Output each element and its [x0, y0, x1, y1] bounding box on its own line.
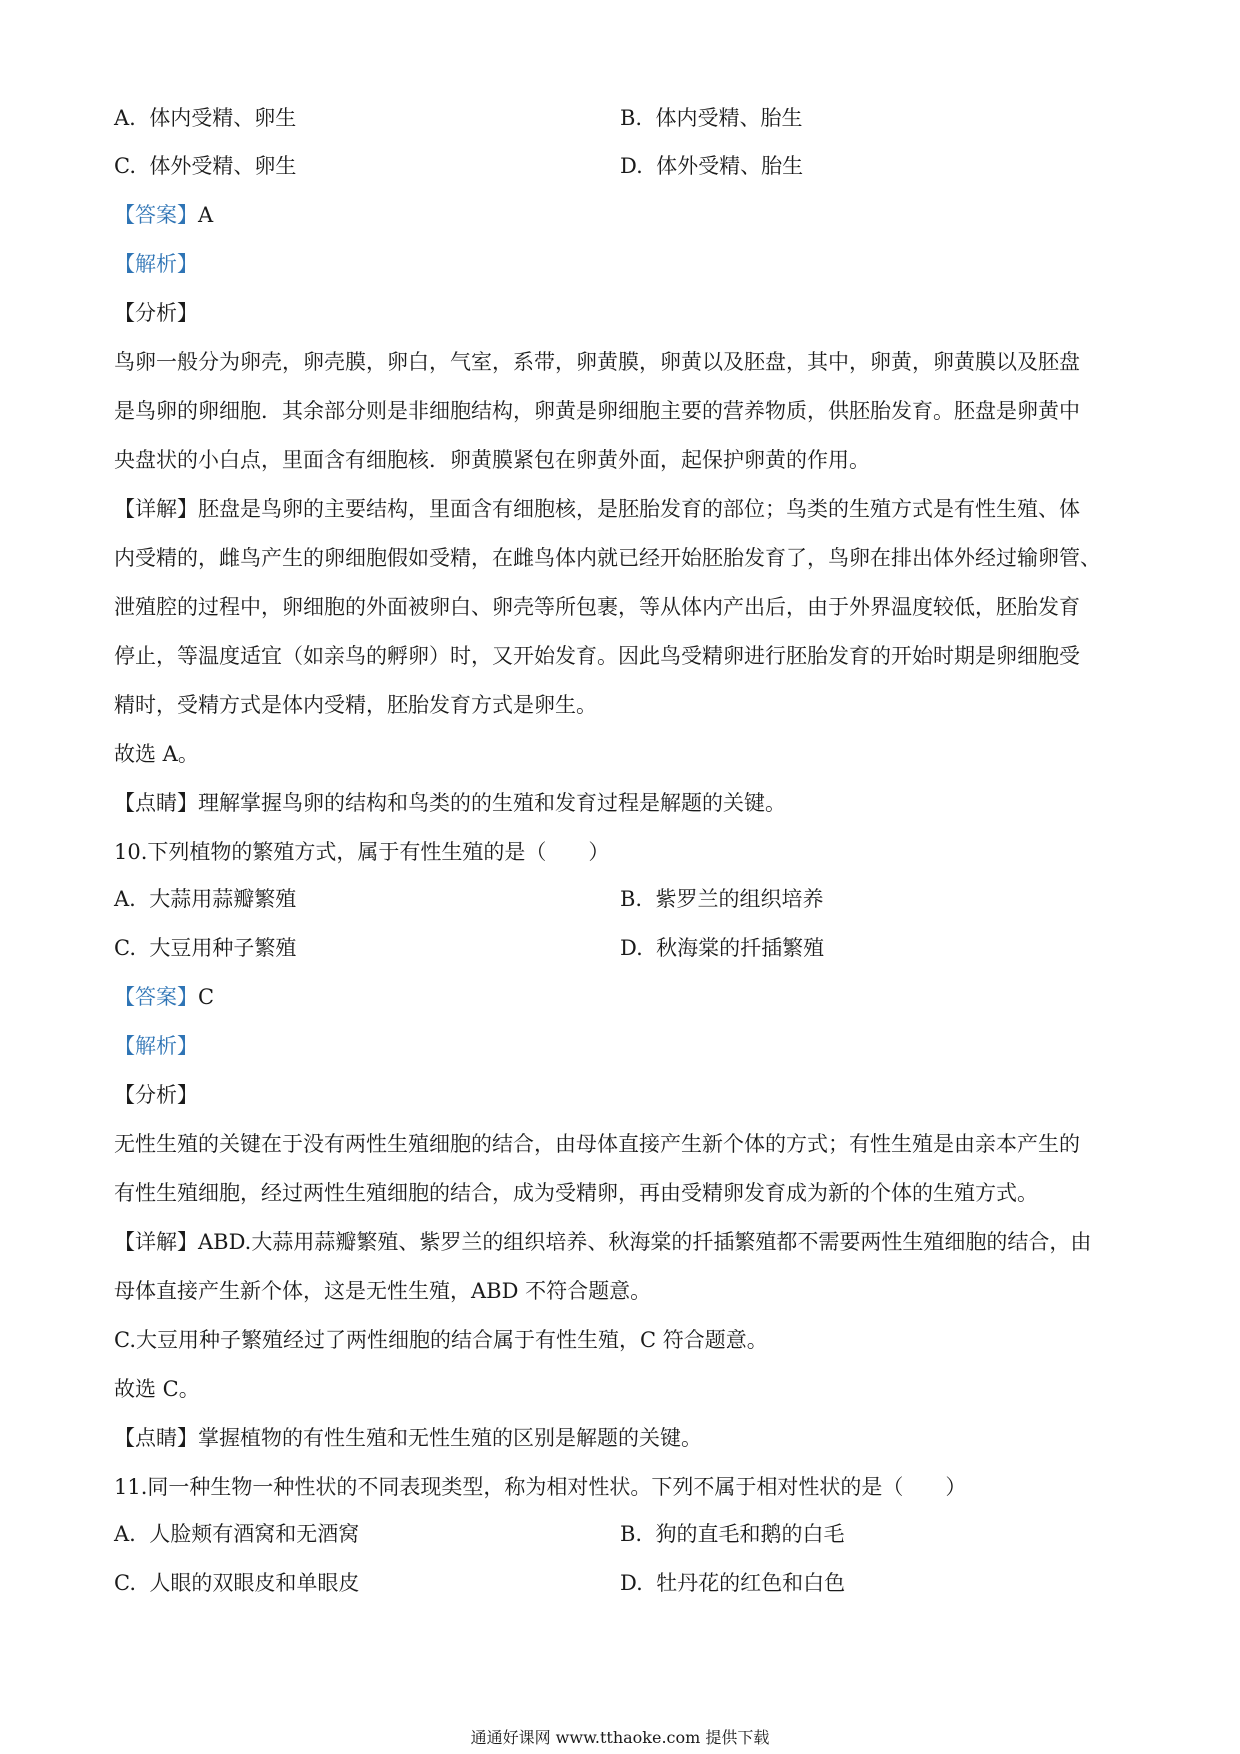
option-text: 狗的直毛和鹅的白毛 — [655, 1522, 845, 1546]
q10-answer — [114, 982, 1134, 1012]
q11-option-b — [620, 1519, 844, 1549]
q10-guxuan: 故选 C。 — [114, 1377, 200, 1401]
option-letter: A. — [114, 1522, 136, 1546]
q9-fenxi-line-1: 鸟卵一般分为卵壳，卵壳膜，卵白，气室，系带，卵黄膜，卵黄以及胚盘，其中，卵黄，卵黄膜以及胚盘 — [114, 350, 1080, 374]
q9-option-d — [620, 151, 803, 181]
option-text: 人脸颊有酒窝和无酒窝 — [149, 1522, 360, 1546]
dianjing-text: 理解掌握鸟卵的结构和鸟类的的生殖和发育过程是解题的关键。 — [198, 791, 786, 815]
q9-xiangjie-line-3: 泄殖腔的过程中，卵细胞的外面被卵白、卵壳等所包裹，等从体内产出后，由于外界温度较低，胚胎发育 — [114, 595, 1080, 619]
q9-fenxi-line-2: 是鸟卵的卵细胞．其余部分则是非细胞结构，卵黄是卵细胞主要的营养物质，供胚胎发育。胚盘是卵黄中 — [114, 399, 1080, 423]
answer-value: A — [198, 203, 214, 227]
q9-xiangjie-line-2: 内受精的，雌鸟产生的卵细胞假如受精，在雌鸟体内就已经开始胚胎发育了，鸟卵在排出体外经过输卵管、 — [114, 546, 1101, 570]
dianjing-text: 掌握植物的有性生殖和无性生殖的区别是解题的关键。 — [198, 1426, 702, 1450]
option-text: 大豆用种子繁殖 — [149, 936, 297, 960]
page-footer: 通通好课网 www.tthaoke.com 提供下载 — [470, 1728, 770, 1747]
q10-dianjing — [114, 1423, 1134, 1453]
answer-tag: 【答案】 — [114, 985, 198, 1009]
q10-fenxi-line-2: 有性生殖细胞，经过两性生殖细胞的结合，成为受精卵，再由受精卵发育成为新的个体的生殖方式。 — [114, 1181, 1038, 1205]
option-letter: B. — [620, 106, 643, 130]
option-text: 体外受精、卵生 — [149, 154, 297, 178]
answer-value: C — [198, 985, 215, 1009]
q11-option-d — [620, 1568, 845, 1598]
option-text: 牡丹花的红色和白色 — [656, 1571, 846, 1595]
xiangjie-text: 胚盘是鸟卵的主要结构，里面含有细胞核，是胚胎发育的部位；鸟类的生殖方式是有性生殖、体 — [198, 497, 1080, 521]
q10-option-c — [114, 933, 296, 963]
q9-xiangjie-line-4: 停止，等温度适宜（如亲鸟的孵卵）时，又开始发育。因此鸟受精卵进行胚胎发育的开始时期是卵细胞受 — [114, 644, 1080, 668]
q10-fenxi-line-1: 无性生殖的关键在于没有两性生殖细胞的结合，由母体直接产生新个体的方式；有性生殖是由亲本产生的 — [114, 1132, 1080, 1156]
q9-dianjing — [114, 788, 1134, 818]
q10-option-a — [114, 884, 296, 914]
option-letter: B. — [620, 887, 643, 911]
q9-fenxi-tag: 【分析】 — [114, 301, 198, 325]
q9-option-b — [620, 103, 802, 133]
dianjing-tag: 【点睛】 — [114, 791, 198, 815]
xiangjie-tag: 【详解】 — [114, 1230, 198, 1254]
q9-xiangjie-line-5: 精时，受精方式是体内受精，胚胎发育方式是卵生。 — [114, 693, 597, 717]
option-letter: A. — [114, 106, 136, 130]
q9-guxuan: 故选 A。 — [114, 742, 199, 766]
q10-option-b — [620, 884, 823, 914]
q10-option-d — [620, 933, 824, 963]
option-letter: C. — [114, 936, 136, 960]
option-letter: C. — [114, 1571, 136, 1595]
xiangjie-text: ABD.大蒜用蒜瓣繁殖、紫罗兰的组织培养、秋海棠的扦插繁殖都不需要两性生殖细胞的结合，由 — [198, 1230, 1092, 1254]
q10-jiexi-tag: 【解析】 — [114, 1034, 198, 1058]
option-text: 体内受精、卵生 — [149, 106, 297, 130]
q10-xiangjie-line-1 — [114, 1227, 1134, 1257]
option-letter: A. — [114, 887, 136, 911]
q9-option-c — [114, 151, 296, 181]
q11-option-a — [114, 1519, 359, 1549]
q10-xiangjie-c: C.大豆用种子繁殖经过了两性细胞的结合属于有性生殖，C 符合题意。 — [114, 1328, 768, 1352]
option-letter: D. — [620, 154, 643, 178]
q9-option-a — [114, 103, 296, 133]
q10-xiangjie-line-2: 母体直接产生新个体，这是无性生殖，ABD 不符合题意。 — [114, 1279, 652, 1303]
option-letter: D. — [620, 1571, 643, 1595]
q9-xiangjie-line-1 — [114, 494, 1134, 524]
q9-fenxi-line-3: 央盘状的小白点，里面含有细胞核．卵黄膜紧包在卵黄外面，起保护卵黄的作用。 — [114, 448, 870, 472]
option-text: 大蒜用蒜瓣繁殖 — [149, 887, 297, 911]
q10-question: 10.下列植物的繁殖方式，属于有性生殖的是（ ） — [114, 840, 610, 864]
q11-question: 11.同一种生物一种性状的不同表现类型，称为相对性状。下列不属于相对性状的是（ ） — [114, 1475, 967, 1499]
option-text: 紫罗兰的组织培养 — [655, 887, 824, 911]
q11-option-c — [114, 1568, 359, 1598]
answer-tag: 【答案】 — [114, 203, 198, 227]
option-letter: C. — [114, 154, 136, 178]
option-text: 体外受精、胎生 — [656, 154, 804, 178]
option-letter: B. — [620, 1522, 643, 1546]
dianjing-tag: 【点睛】 — [114, 1426, 198, 1450]
option-text: 人眼的双眼皮和单眼皮 — [149, 1571, 360, 1595]
q10-fenxi-tag: 【分析】 — [114, 1083, 198, 1107]
option-letter: D. — [620, 936, 643, 960]
q9-answer — [114, 200, 1134, 230]
option-text: 秋海棠的扦插繁殖 — [656, 936, 825, 960]
xiangjie-tag: 【详解】 — [114, 497, 198, 521]
q9-jiexi-tag: 【解析】 — [114, 252, 198, 276]
option-text: 体内受精、胎生 — [655, 106, 803, 130]
